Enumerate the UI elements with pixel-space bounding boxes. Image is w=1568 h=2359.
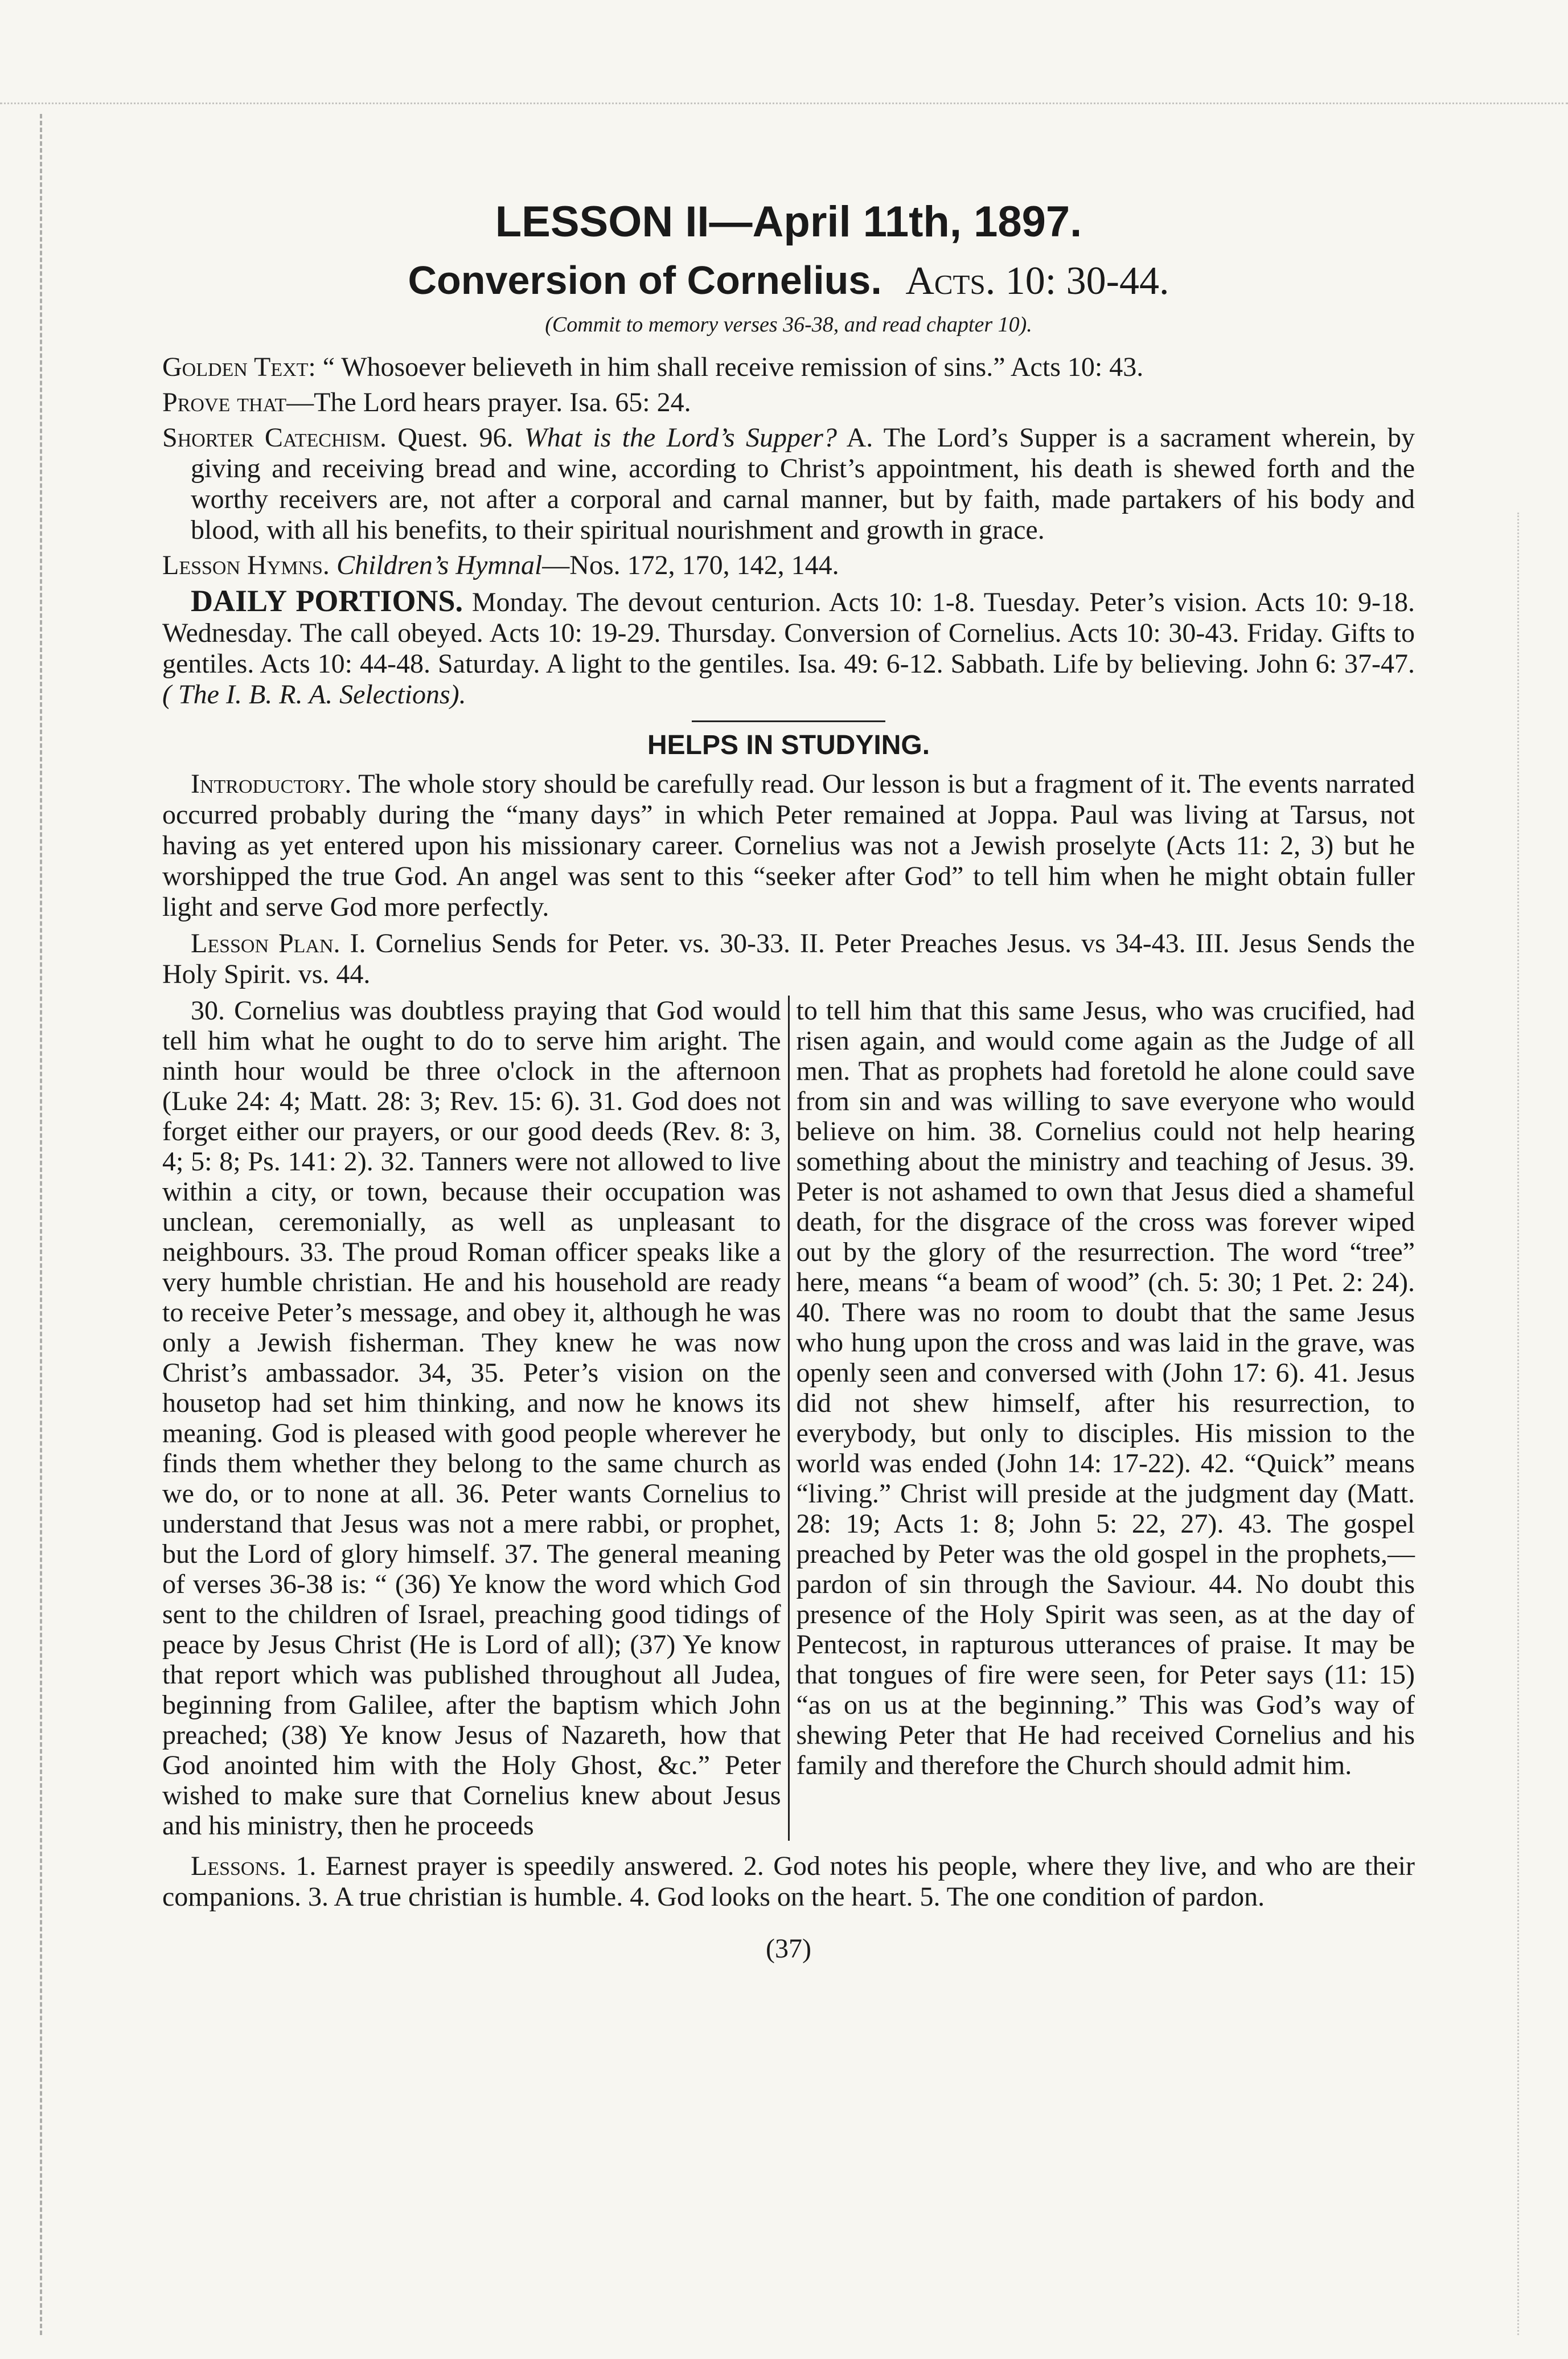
lesson-plan-label: Lesson Plan. xyxy=(191,928,340,959)
commentary-right-column: to tell him that this same Jesus, who was crucified, had risen again, and would come again as the Judge of all men. That as prophets had foretold he alone could save from sin and was willing to save everyone who would believe on him. 38. Cornelius could not help hearing something about the ministry and teaching of Jesus. 39. Peter is not ashamed to own that Jesus died a shameful death, for the disgrace of the cross was forever wiped out by the glory of the resurrection. The word “tree” here, means “a beam of wood” (ch. 5: 30; 1 Pet. 2: 24). 40. There was no room to doubt that the same Jesus who hung upon the cross and was laid in the grave, was openly seen and conversed with (John 17: 6). 41. Jesus did not shew himself, after his resurrection, to everybody, but only to disciples. His mission to the world was ended (John 14: 17-22). 42. “Quick” means “living.” Christ will preside at the judgment day (Matt. 28: 19; Acts 1: 8; John 5: 22, 27). 43. The gospel preached by Peter was the old gospel in the prophets,—pardon of sin through the Saviour. 44. No doubt this presence of the Holy Spirit was seen, as at the day of Pentecost, in rapturous utterances of praise. It may be that tongues of fire were seen, for Peter says (11: 15) “as on us at the beginning.” This was God’s way of shewing Peter that He had received Cornelius and his family and therefore the Church should admit him. xyxy=(796,996,1415,1780)
page-number: (37) xyxy=(766,1934,811,1964)
lesson-hymns xyxy=(162,550,1415,581)
helps-heading: HELPS IN STUDYING. xyxy=(647,730,930,760)
prove-that xyxy=(162,387,1415,418)
commentary-columns xyxy=(162,996,1415,1841)
scan-edge-left xyxy=(40,114,48,2335)
introductory-text: The whole story should be carefully read. Our lesson is but a fragment of it. The events narrated occurred probably during the “many days” in which Peter remained at Joppa. Paul was living at Tarsus, not having as yet entered upon his missionary career. Cornelius was not a Jewish proselyte (Acts 11: 2, 3) but he worshipped the true God. An angel was sent to this “seeker after God” to tell him when he might obtain fuller light and serve God more perfectly. xyxy=(162,769,1415,922)
daily-portions xyxy=(162,585,1415,710)
hymns-label: Lesson Hymns. xyxy=(162,550,330,580)
prove-that-label: Prove that xyxy=(162,387,287,417)
catechism-answer: A. The Lord’s Supper is a sacrament wherein, by giving and receiving bread and wine, according to Christ’s appointment, his death is shewed forth and the worthy receivers are, not after a corporal and carnal manner, but by faith, made partakers of his body and blood, with all his benefits, to their spiritual nourishment and growth in grace. xyxy=(191,423,1415,545)
hymns-book: Children’s Hymnal xyxy=(336,550,543,580)
hymns-numbers: —Nos. 172, 170, 142, 144. xyxy=(542,550,839,580)
daily-portions-text: Monday. The devout centurion. Acts 10: 1-8. Tuesday. Peter’s vision. Acts 10: 9-18. Wednesday. The call obeyed. Acts 10: 19-29. Thursday. Conversion of Cornelius. Acts 10: 30-43. Friday. Gifts to gentiles. Acts 10: 44-48. Saturday. A light to the gentiles. Isa. 49: 6-12. Sabbath. Life by believing. John 6: 37-47. xyxy=(162,587,1415,679)
golden-text-label: Golden Text: xyxy=(162,352,316,382)
subtitle-reference: Acts. 10: 30-44. xyxy=(905,259,1169,303)
catechism-quest: Quest. 96. xyxy=(397,423,514,453)
scan-noise-top xyxy=(0,85,1568,104)
golden-text xyxy=(162,352,1415,383)
lessons xyxy=(162,1851,1415,1912)
shorter-catechism xyxy=(162,423,1415,546)
commit-note: (Commit to memory verses 36-38, and read chapter 10). xyxy=(545,313,1032,337)
catechism-question: What is the Lord’s Supper? xyxy=(524,423,837,453)
catechism-label: Shorter Catechism. xyxy=(162,423,387,453)
prove-that-body: —The Lord hears prayer. Isa. 65: 24. xyxy=(286,387,691,417)
daily-portions-selections: ( The I. B. R. A. Selections). xyxy=(162,679,466,710)
golden-text-body: “ Whosoever believeth in him shall receive remission of sins.” Acts 10: 43. xyxy=(322,352,1144,382)
lesson-title: LESSON II—April 11th, 1897. xyxy=(495,198,1082,246)
lesson-plan xyxy=(162,928,1415,990)
lessons-label: Lessons. xyxy=(191,1851,286,1881)
daily-portions-heading: DAILY PORTIONS. xyxy=(191,584,463,618)
lesson-subtitle xyxy=(162,253,1415,309)
page-content xyxy=(162,194,1415,1964)
section-divider xyxy=(692,720,885,722)
commentary-left-column: 30. Cornelius was doubtless praying that God would tell him what he ought to do to serve him aright. The ninth hour would be three o'clock in the afternoon (Luke 24: 4; Matt. 28: 3; Rev. 15: 6). 31. God does not forget either our prayers, or our good deeds (Rev. 8: 3, 4; 5: 8; Ps. 141: 2). 32. Tanners were not allowed to live within a city, or town, because their occupation was unclean, ceremonially, as well as unpleasant to neighbours. 33. The proud Roman officer speaks like a very humble christian. He and his household are ready to receive Peter’s message, and obey it, although he was only a Jewish fisherman. They knew he was now Christ’s ambassador. 34, 35. Peter’s vision on the housetop had set him thinking, and now he knows its meaning. God is pleased with good people wherever he finds them whether they belong to the same church as we do, or to none at all. 36. Peter wants Cornelius to understand that Jesus was not a mere rabbi, or prophet, but the Lord of glory himself. 37. The general meaning of verses 36-38 is: “ (36) Ye know the word which God sent to the children of Israel, preaching good tidings of peace by Jesus Christ (He is Lord of all); (37) Ye know that report which was published throughout all Judea, beginning from Galilee, after the baptism which John preached; (38) Ye know Jesus of Nazareth, how that God anointed him with the Holy Ghost, &c.” Peter wished to make sure that Cornelius knew about Jesus and his ministry, then he proceeds xyxy=(162,996,790,1841)
introductory-label: Introductory. xyxy=(191,769,352,799)
introductory xyxy=(162,769,1415,923)
scan-edge-right xyxy=(1517,513,1522,2335)
lessons-text: 1. Earnest prayer is speedily answered. 2. God notes his people, where they live, and who are their companions. 3. A true christian is humble. 4. God looks on the heart. 5. The one condition of pardon. xyxy=(162,1851,1415,1912)
lesson-plan-text: I. Cornelius Sends for Peter. vs. 30-33. II. Peter Preaches Jesus. vs 34-43. III. Jesus Sends the Holy Spirit. vs. 44. xyxy=(162,928,1415,989)
subtitle-main: Conversion of Cornelius. xyxy=(408,258,882,302)
